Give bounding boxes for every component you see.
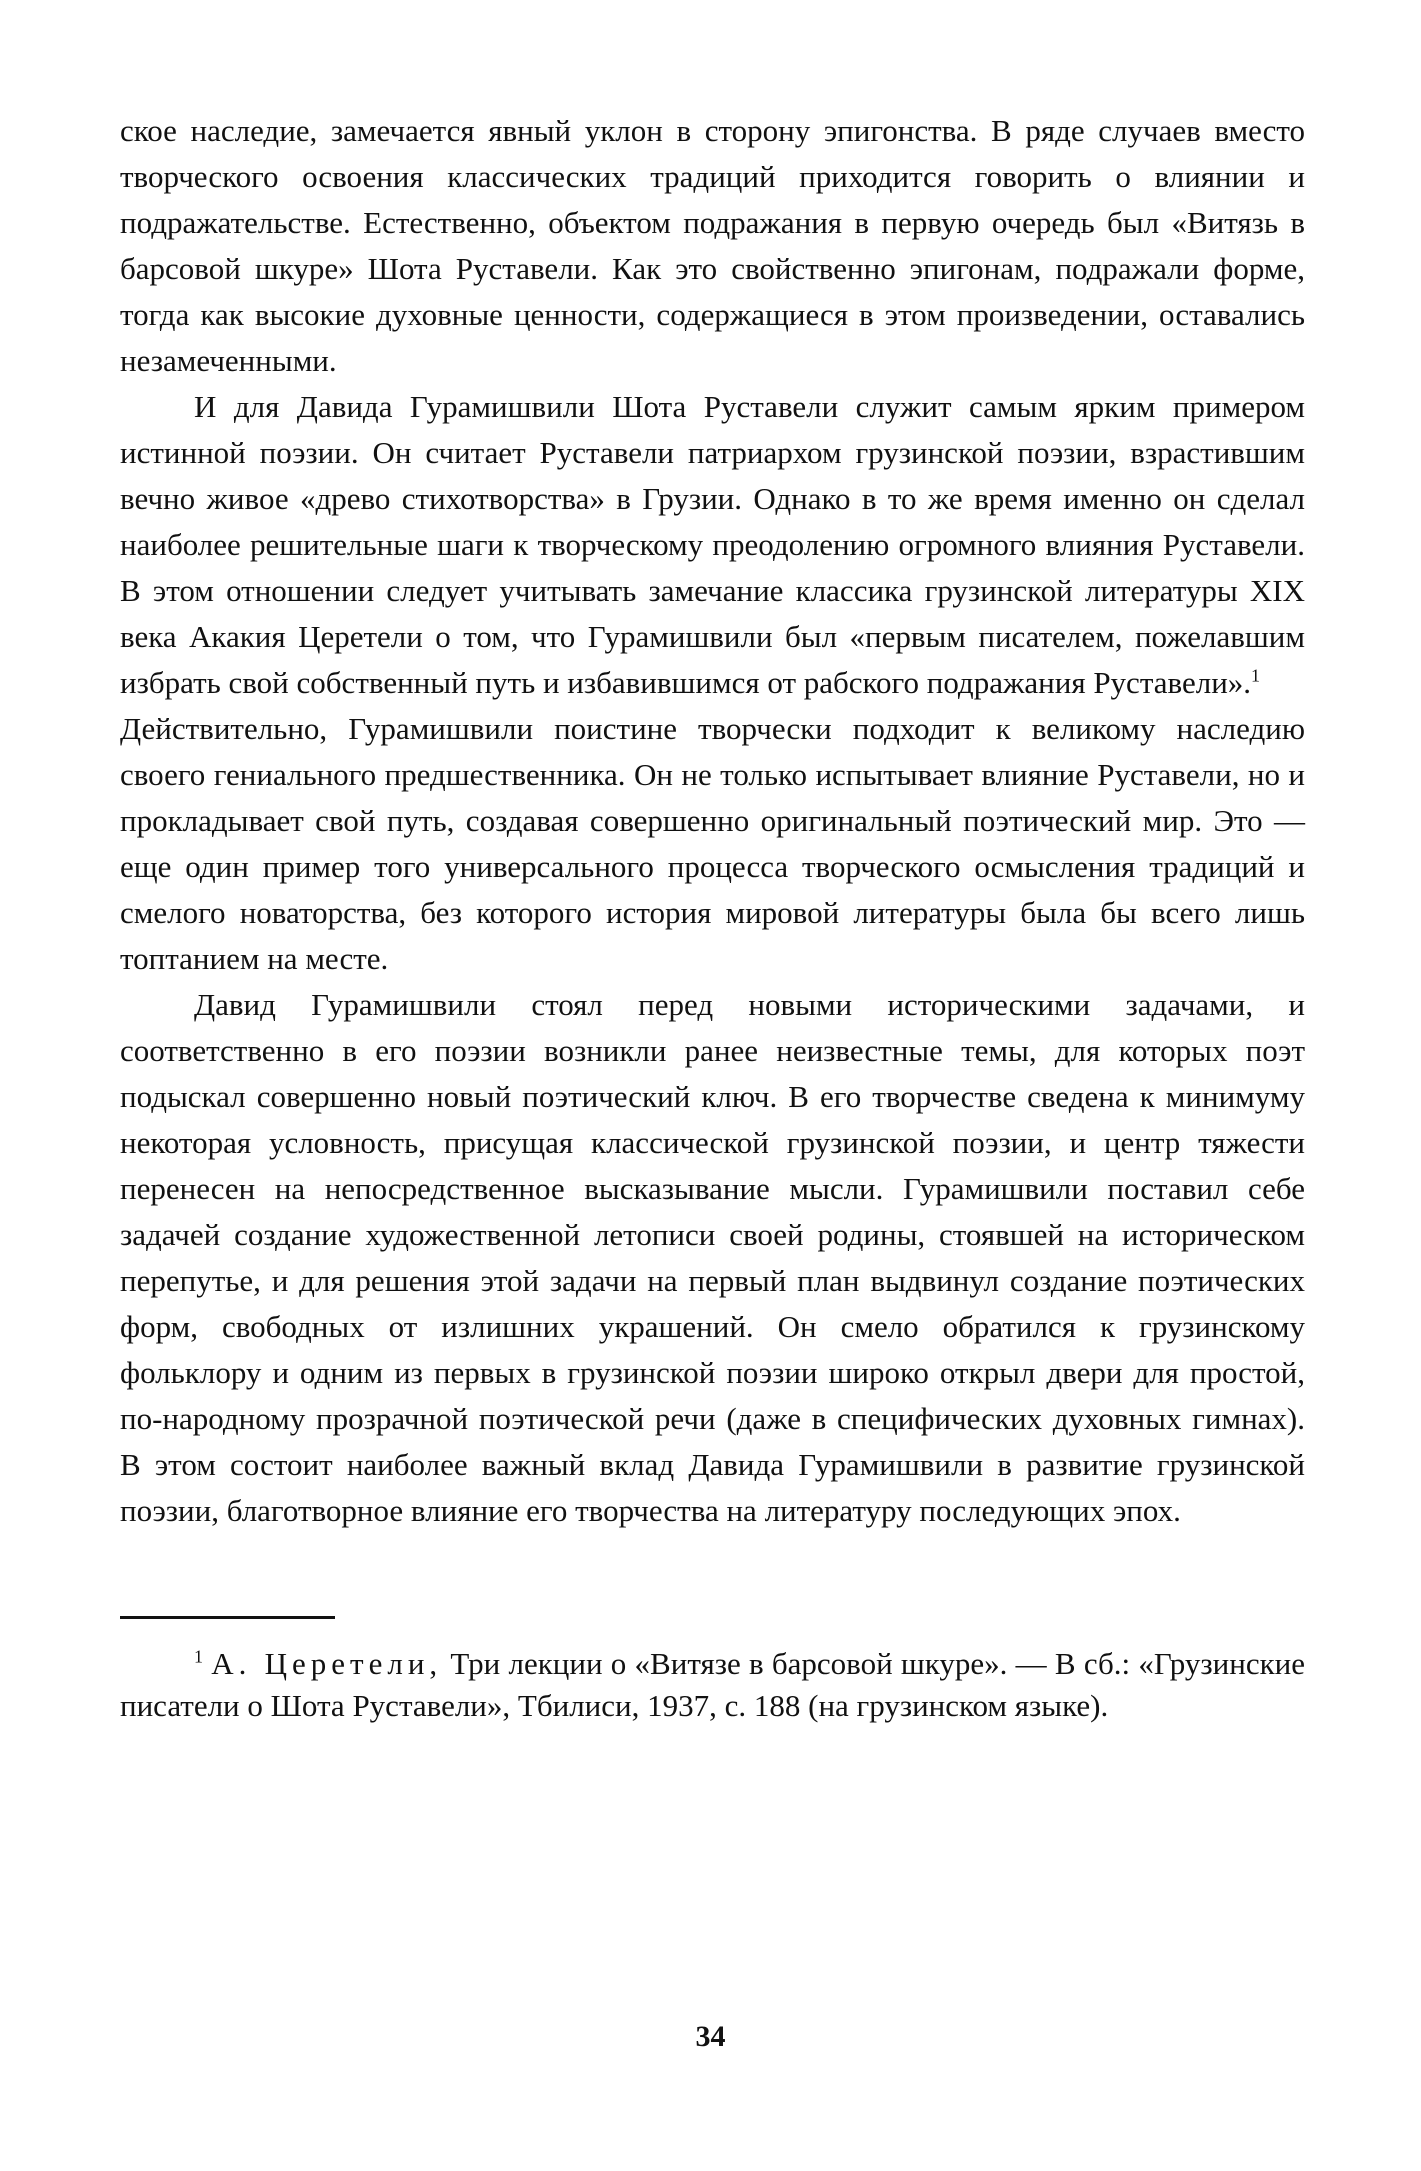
footnote-text: Три лекции о «Витязе в барсовой шкуре». — В сб.: «Грузинские писатели о Шота Руставели», Тбилиси, 1937, с. 188 (на грузинском языке).: [120, 1646, 1305, 1723]
paragraph-4: Давид Гурамишвили стоял перед новыми историческими задачами, и соответственно в его поэзии возникли ранее неизвестные темы, для которых поэт подыскал совершенно новый поэтический ключ. В его творчестве сведена к минимуму некоторая условность, присущая классической грузинской поэзии, и центр тяжести перенесен на непосредственное высказывание мысли. Гурамишвили поставил себе задачей создание художественной летописи своей родины, стоявшей на историческом перепутье, и для решения этой задачи на первый план выдвинул создание поэтических форм, свободных от излишних украшений. Он смело обратился к грузинскому фольклору и одним из первых в грузинской поэзии широко открыл двери для простой, по-народному прозрачной поэтической речи (даже в специфических духовных гимнах). В этом состоит наиболее важный вклад Давида Гурамишвили в развитие грузинской поэзии, благотворное влияние его творчества на литературу последующих эпох.: [120, 987, 1305, 1528]
footnote: [120, 1643, 1305, 1727]
footnote-marker: 1: [194, 1646, 203, 1667]
footnote-author: А. Церетели,: [211, 1646, 443, 1681]
page-number: 34: [695, 2020, 726, 2053]
paragraph-2: [120, 384, 1305, 706]
footnote-reference: 1: [1251, 665, 1261, 686]
paragraph-2-text: И для Давида Гурамишвили Шота Руставели служит самым ярким примером истинной поэзии. Он считает Руставели патриархом грузинской поэзии, взрастившим вечно живое «древо стихотворства» в Грузии. Однако в то же время именно он сделал наиболее решительные шаги к творческому преодолению огромного влияния Руставели. В этом отношении следует учитывать замечание классика грузинской литературы XIX века Акакия Церетели о том, что Гурамишвили был «первым писателем, пожелавшим избрать свой собственный путь и избавившимся от рабского подражания Руставели».: [120, 389, 1305, 700]
page-body: [120, 108, 1305, 1727]
paragraph-3: Действительно, Гурамишвили поистине творчески подходит к великому наследию своего гениального предшественника. Он не только испытывает влияние Руставели, но и прокладывает свой путь, создавая совершенно оригинальный поэтический мир. Это — еще один пример того универсального процесса творческого осмысления традиций и смелого новаторства, без которого история мировой литературы была бы всего лишь топтанием на месте.: [120, 711, 1305, 976]
paragraph-1: ское наследие, замечается явный уклон в сторону эпигонства. В ряде случаев вместо творческого освоения классических традиций приходится говорить о влиянии и подражательстве. Естественно, объектом подражания в первую очередь был «Витязь в барсовой шкуре» Шота Руставели. Как это свойственно эпигонам, подражали форме, тогда как высокие духовные ценности, содержащиеся в этом произведении, оставались незамеченными.: [120, 113, 1305, 378]
footnote-separator: [120, 1616, 335, 1619]
